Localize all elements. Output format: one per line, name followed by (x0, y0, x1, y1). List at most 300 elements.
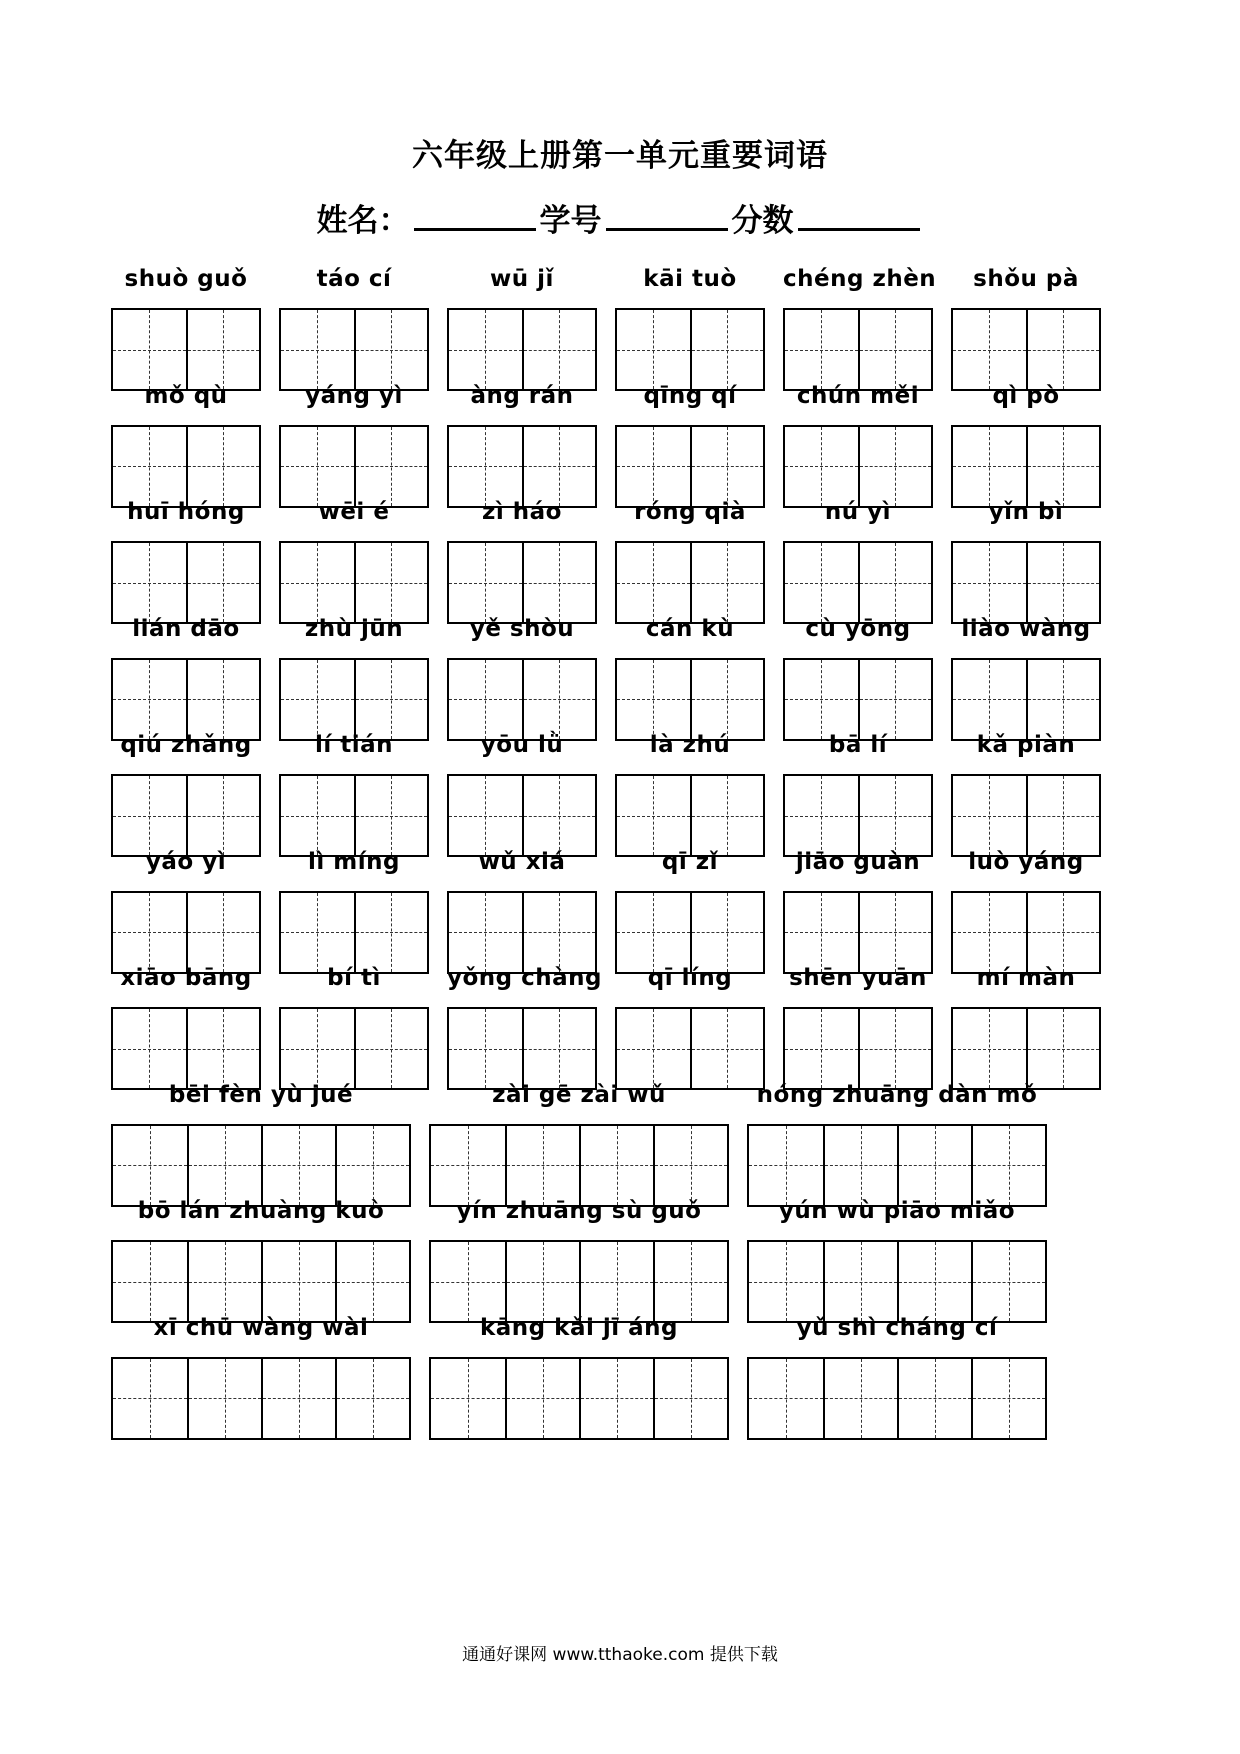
tianzige-cell[interactable] (785, 660, 858, 739)
pinyin-label: qīng qí (643, 382, 737, 409)
tianzige-cell[interactable] (522, 776, 595, 855)
tianzige-cell[interactable] (858, 427, 931, 506)
tianzige-cell[interactable] (186, 543, 259, 622)
character-writing-box[interactable] (951, 1007, 1101, 1090)
cell-guide-vertical (1063, 1009, 1064, 1088)
character-writing-box[interactable] (615, 658, 765, 741)
pinyin-label: shuò guǒ (124, 266, 248, 292)
tianzige-cell[interactable] (823, 1126, 897, 1205)
tianzige-cell[interactable] (823, 1242, 897, 1321)
character-writing-box[interactable] (447, 891, 597, 974)
tianzige-cell[interactable] (449, 660, 522, 739)
cell-guide-vertical (727, 893, 728, 972)
cell-guide-vertical (1063, 427, 1064, 506)
tianzige-cell[interactable] (522, 543, 595, 622)
cell-guide-vertical (653, 543, 654, 622)
character-writing-box[interactable] (279, 425, 429, 508)
tianzige-cell[interactable] (449, 1009, 522, 1088)
tianzige-cell[interactable] (354, 427, 427, 506)
cell-guide-vertical (786, 1242, 787, 1321)
tianzige-cell[interactable] (858, 1009, 931, 1088)
pinyin-label: xiāo bāng (120, 965, 252, 991)
cell-guide-vertical (989, 310, 990, 389)
tianzige-cell[interactable] (449, 543, 522, 622)
pinyin-label: zài gē zài wǔ (492, 1081, 666, 1108)
cell-guide-vertical (373, 1359, 374, 1438)
tianzige-cell[interactable] (186, 310, 259, 389)
tianzige-cell[interactable] (690, 893, 763, 972)
tianzige-cell[interactable] (1026, 310, 1099, 389)
tianzige-cell[interactable] (261, 1126, 335, 1205)
cell-guide-vertical (989, 660, 990, 739)
tianzige-cell[interactable] (690, 427, 763, 506)
tianzige-cell[interactable] (617, 543, 690, 622)
character-writing-box[interactable] (111, 1240, 411, 1323)
tianzige-cell[interactable] (354, 776, 427, 855)
tianzige-cell[interactable] (858, 310, 931, 389)
cell-guide-vertical (861, 1126, 862, 1205)
cell-guide-vertical (149, 310, 150, 389)
cell-guide-vertical (691, 1242, 692, 1321)
cell-guide-vertical (485, 1009, 486, 1088)
tianzige-cell[interactable] (785, 776, 858, 855)
tianzige-cell[interactable] (690, 1009, 763, 1088)
cell-guide-vertical (225, 1242, 226, 1321)
name-blank[interactable] (414, 202, 536, 231)
tianzige-cell[interactable] (690, 543, 763, 622)
tianzige-cell[interactable] (953, 1009, 1026, 1088)
character-writing-box[interactable] (615, 425, 765, 508)
character-writing-box[interactable] (447, 658, 597, 741)
tianzige-cell[interactable] (785, 543, 858, 622)
tianzige-cell[interactable] (186, 893, 259, 972)
tianzige-cell[interactable] (113, 893, 186, 972)
cell-guide-vertical (317, 310, 318, 389)
character-writing-box[interactable] (951, 658, 1101, 741)
cell-guide-vertical (559, 893, 560, 972)
cell-guide-vertical (989, 893, 990, 972)
cell-guide-vertical (935, 1359, 936, 1438)
tianzige-cell[interactable] (785, 310, 858, 389)
character-writing-box[interactable] (279, 658, 429, 741)
character-writing-box[interactable] (783, 425, 933, 508)
pinyin-label: huī hóng (127, 499, 245, 525)
tianzige-cell[interactable] (187, 1126, 261, 1205)
cell-guide-vertical (468, 1126, 469, 1205)
cell-guide-vertical (485, 543, 486, 622)
tianzige-cell[interactable] (953, 427, 1026, 506)
cell-guide-vertical (223, 427, 224, 506)
character-writing-box[interactable] (111, 658, 261, 741)
cell-guide-vertical (391, 660, 392, 739)
cell-guide-vertical (317, 660, 318, 739)
tianzige-cell[interactable] (897, 1126, 971, 1205)
tianzige-cell[interactable] (505, 1359, 579, 1438)
cell-guide-vertical (821, 543, 822, 622)
tianzige-cell[interactable] (431, 1242, 505, 1321)
pinyin-label: yáo yì (145, 848, 227, 875)
pinyin-label: wǔ xiá (478, 848, 566, 875)
character-writing-box[interactable] (279, 541, 429, 624)
character-writing-box[interactable] (111, 1007, 261, 1090)
character-writing-box[interactable] (279, 891, 429, 974)
tianzige-cell[interactable] (579, 1359, 653, 1438)
pinyin-label: zhù jūn (304, 615, 404, 642)
cell-guide-vertical (299, 1126, 300, 1205)
tianzige-cell[interactable] (579, 1242, 653, 1321)
tianzige-cell[interactable] (1026, 1009, 1099, 1088)
tianzige-cell[interactable] (617, 893, 690, 972)
tianzige-cell[interactable] (897, 1359, 971, 1438)
tianzige-cell[interactable] (113, 543, 186, 622)
tianzige-cell[interactable] (1026, 893, 1099, 972)
cell-guide-vertical (149, 543, 150, 622)
cell-guide-vertical (1063, 893, 1064, 972)
cell-guide-vertical (543, 1242, 544, 1321)
character-writing-box[interactable] (615, 541, 765, 624)
cell-guide-vertical (468, 1359, 469, 1438)
cell-guide-vertical (149, 427, 150, 506)
tianzige-cell[interactable] (354, 543, 427, 622)
cell-guide-vertical (391, 776, 392, 855)
footer-credit: 通通好课网 www.tthaoke.com 提供下载 (462, 1645, 778, 1665)
tianzige-cell[interactable] (617, 776, 690, 855)
cell-guide-vertical (1009, 1126, 1010, 1205)
character-writing-box[interactable] (447, 308, 597, 391)
cell-guide-vertical (485, 660, 486, 739)
tianzige-cell[interactable] (281, 1009, 354, 1088)
tianzige-cell[interactable] (187, 1359, 261, 1438)
tianzige-cell[interactable] (449, 427, 522, 506)
character-writing-box[interactable] (447, 541, 597, 624)
tianzige-cell[interactable] (187, 1242, 261, 1321)
cell-guide-vertical (559, 543, 560, 622)
character-writing-box[interactable] (747, 1124, 1047, 1207)
cell-guide-vertical (989, 543, 990, 622)
cell-guide-vertical (149, 776, 150, 855)
cell-guide-vertical (391, 543, 392, 622)
cell-guide-vertical (317, 893, 318, 972)
pinyin-label: lián dāo (132, 615, 240, 642)
tianzige-cell[interactable] (785, 1009, 858, 1088)
tianzige-cell[interactable] (749, 1359, 823, 1438)
tianzige-cell[interactable] (113, 776, 186, 855)
cell-guide-vertical (1063, 660, 1064, 739)
tianzige-cell[interactable] (186, 776, 259, 855)
tianzige-cell[interactable] (281, 543, 354, 622)
character-writing-box[interactable] (783, 1007, 933, 1090)
tianzige-cell[interactable] (971, 1359, 1045, 1438)
tianzige-cell[interactable] (261, 1242, 335, 1321)
character-writing-box[interactable] (111, 774, 261, 857)
cell-guide-vertical (727, 1009, 728, 1088)
cell-guide-vertical (989, 427, 990, 506)
character-writing-box[interactable] (111, 308, 261, 391)
character-writing-box[interactable] (111, 1124, 411, 1207)
pinyin-label: nóng zhuāng dàn mǒ (756, 1081, 1038, 1108)
character-writing-box[interactable] (111, 425, 261, 508)
character-writing-box[interactable] (783, 541, 933, 624)
tianzige-cell[interactable] (653, 1242, 727, 1321)
pinyin-label: qī líng (647, 965, 733, 991)
character-writing-box[interactable] (783, 891, 933, 974)
tianzige-cell[interactable] (953, 776, 1026, 855)
tianzige-cell[interactable] (113, 660, 186, 739)
tianzige-cell[interactable] (431, 1126, 505, 1205)
character-writing-box[interactable] (447, 425, 597, 508)
character-writing-box[interactable] (747, 1357, 1047, 1440)
character-writing-box[interactable] (615, 308, 765, 391)
cell-guide-vertical (861, 1242, 862, 1321)
tianzige-cell[interactable] (690, 310, 763, 389)
cell-guide-vertical (653, 660, 654, 739)
pinyin-label: bēi fèn yù jué (168, 1081, 354, 1108)
character-writing-box[interactable] (951, 425, 1101, 508)
tianzige-cell[interactable] (953, 543, 1026, 622)
character-writing-box[interactable] (429, 1240, 729, 1323)
tianzige-cell[interactable] (281, 776, 354, 855)
cell-guide-vertical (653, 776, 654, 855)
cell-guide-vertical (149, 1009, 150, 1088)
tianzige-cell[interactable] (749, 1126, 823, 1205)
tianzige-cell[interactable] (1026, 660, 1099, 739)
cell-guide-vertical (895, 427, 896, 506)
character-writing-box[interactable] (111, 541, 261, 624)
cell-guide-vertical (543, 1359, 544, 1438)
pinyin-label: liào wàng (961, 615, 1091, 642)
tianzige-cell[interactable] (335, 1359, 409, 1438)
cell-guide-vertical (786, 1359, 787, 1438)
character-writing-box[interactable] (747, 1240, 1047, 1323)
tianzige-cell[interactable] (281, 660, 354, 739)
cell-guide-vertical (727, 660, 728, 739)
tianzige-cell[interactable] (690, 660, 763, 739)
tianzige-cell[interactable] (971, 1242, 1045, 1321)
character-writing-box[interactable] (111, 1357, 411, 1440)
cell-guide-vertical (373, 1242, 374, 1321)
tianzige-cell[interactable] (690, 776, 763, 855)
character-writing-box[interactable] (951, 308, 1101, 391)
pinyin-label: xī chū wàng wài (153, 1314, 369, 1341)
cell-guide-vertical (821, 310, 822, 389)
tianzige-cell[interactable] (261, 1359, 335, 1438)
character-writing-box[interactable] (615, 774, 765, 857)
cell-guide-vertical (223, 310, 224, 389)
pinyin-label: yōu lǜ (480, 732, 564, 758)
cell-guide-vertical (1063, 776, 1064, 855)
cell-guide-vertical (895, 893, 896, 972)
tianzige-cell[interactable] (449, 893, 522, 972)
pinyin-label: qī zǐ (661, 848, 719, 875)
tianzige-cell[interactable] (505, 1126, 579, 1205)
tianzige-cell[interactable] (354, 310, 427, 389)
tianzige-cell[interactable] (113, 1242, 187, 1321)
tianzige-cell[interactable] (858, 893, 931, 972)
cell-guide-vertical (653, 1009, 654, 1088)
cell-guide-vertical (935, 1242, 936, 1321)
tianzige-cell[interactable] (354, 660, 427, 739)
tianzige-cell[interactable] (971, 1126, 1045, 1205)
tianzige-cell[interactable] (617, 660, 690, 739)
cell-guide-vertical (727, 427, 728, 506)
id-blank[interactable] (606, 202, 728, 231)
cell-guide-vertical (317, 1009, 318, 1088)
cell-guide-vertical (786, 1126, 787, 1205)
tianzige-cell[interactable] (953, 310, 1026, 389)
pinyin-label: kāng kǎi jī áng (479, 1314, 678, 1341)
pinyin-label: yǔ shì cháng cí (796, 1314, 998, 1341)
character-writing-box[interactable] (951, 774, 1101, 857)
pinyin-label: mǒ qù (144, 382, 228, 409)
character-writing-box[interactable] (279, 308, 429, 391)
pinyin-label: lì míng (308, 848, 400, 875)
cell-guide-vertical (727, 776, 728, 855)
tianzige-cell[interactable] (354, 1009, 427, 1088)
tianzige-cell[interactable] (335, 1126, 409, 1205)
tianzige-cell[interactable] (749, 1242, 823, 1321)
score-label: 分数 (731, 203, 794, 239)
student-info-line (0, 195, 1240, 240)
cell-guide-vertical (559, 660, 560, 739)
cell-guide-vertical (559, 1009, 560, 1088)
tianzige-cell[interactable] (113, 1126, 187, 1205)
pinyin-label: qiú zhǎng (120, 732, 252, 758)
pinyin-label: cù yōng (805, 615, 911, 642)
tianzige-cell[interactable] (785, 893, 858, 972)
cell-guide-vertical (485, 427, 486, 506)
cell-guide-vertical (559, 427, 560, 506)
cell-guide-vertical (617, 1242, 618, 1321)
tianzige-cell[interactable] (953, 893, 1026, 972)
cell-guide-vertical (317, 543, 318, 622)
pinyin-label: cán kù (645, 615, 735, 642)
tianzige-cell[interactable] (858, 660, 931, 739)
tianzige-cell[interactable] (1026, 427, 1099, 506)
tianzige-cell[interactable] (449, 776, 522, 855)
tianzige-cell[interactable] (653, 1126, 727, 1205)
tianzige-cell[interactable] (1026, 776, 1099, 855)
cell-guide-vertical (299, 1242, 300, 1321)
tianzige-cell[interactable] (522, 427, 595, 506)
cell-guide-vertical (821, 427, 822, 506)
tianzige-cell[interactable] (113, 1359, 187, 1438)
cell-guide-vertical (989, 1009, 990, 1088)
pinyin-label: yín zhuāng sù guǒ (456, 1198, 702, 1224)
tianzige-cell[interactable] (113, 310, 186, 389)
character-writing-box[interactable] (615, 891, 765, 974)
cell-guide-vertical (391, 893, 392, 972)
tianzige-cell[interactable] (113, 1009, 186, 1088)
pinyin-label: zì háo (482, 499, 562, 525)
tianzige-cell[interactable] (281, 427, 354, 506)
pinyin-label: shēn yuān (789, 965, 927, 991)
cell-guide-vertical (1009, 1359, 1010, 1438)
character-writing-box[interactable] (783, 658, 933, 741)
tianzige-cell[interactable] (617, 1009, 690, 1088)
tianzige-cell[interactable] (653, 1359, 727, 1438)
cell-guide-vertical (1009, 1242, 1010, 1321)
cell-guide-vertical (373, 1126, 374, 1205)
tianzige-cell[interactable] (617, 310, 690, 389)
cell-guide-vertical (559, 310, 560, 389)
cell-guide-vertical (895, 1009, 896, 1088)
tianzige-cell[interactable] (281, 310, 354, 389)
tianzige-cell[interactable] (858, 776, 931, 855)
pinyin-label: kǎ piàn (976, 732, 1076, 758)
character-writing-box[interactable] (783, 774, 933, 857)
tianzige-cell[interactable] (897, 1242, 971, 1321)
cell-guide-vertical (895, 660, 896, 739)
tianzige-cell[interactable] (335, 1242, 409, 1321)
cell-guide-vertical (653, 310, 654, 389)
pinyin-label: nú yì (824, 499, 892, 525)
score-blank[interactable] (798, 202, 920, 231)
character-writing-box[interactable] (447, 1007, 597, 1090)
pinyin-label: kāi tuò (643, 266, 737, 292)
id-label: 学号 (539, 203, 602, 239)
pinyin-label: wū jǐ (490, 266, 554, 292)
character-writing-box[interactable] (615, 1007, 765, 1090)
cell-guide-vertical (485, 893, 486, 972)
tianzige-cell[interactable] (823, 1359, 897, 1438)
tianzige-cell[interactable] (186, 1009, 259, 1088)
tianzige-cell[interactable] (953, 660, 1026, 739)
tianzige-cell[interactable] (522, 310, 595, 389)
character-writing-box[interactable] (279, 774, 429, 857)
cell-guide-vertical (1063, 543, 1064, 622)
tianzige-cell[interactable] (522, 893, 595, 972)
character-writing-box[interactable] (111, 891, 261, 974)
cell-guide-vertical (653, 893, 654, 972)
character-writing-box[interactable] (951, 891, 1101, 974)
cell-guide-vertical (299, 1359, 300, 1438)
cell-guide-vertical (895, 310, 896, 389)
tianzige-cell[interactable] (617, 427, 690, 506)
cell-guide-vertical (821, 776, 822, 855)
tianzige-cell[interactable] (113, 427, 186, 506)
character-writing-box[interactable] (279, 1007, 429, 1090)
cell-guide-vertical (1063, 310, 1064, 389)
tianzige-cell[interactable] (281, 893, 354, 972)
cell-guide-vertical (150, 1359, 151, 1438)
character-writing-box[interactable] (447, 774, 597, 857)
character-writing-box[interactable] (429, 1124, 729, 1207)
cell-guide-vertical (617, 1126, 618, 1205)
tianzige-cell[interactable] (522, 660, 595, 739)
tianzige-cell[interactable] (431, 1359, 505, 1438)
character-writing-box[interactable] (783, 308, 933, 391)
name-label: 姓名： (316, 203, 410, 239)
pinyin-label: àng rán (470, 382, 574, 409)
character-writing-box[interactable] (951, 541, 1101, 624)
tianzige-cell[interactable] (785, 427, 858, 506)
cell-guide-vertical (391, 427, 392, 506)
cell-guide-vertical (150, 1242, 151, 1321)
tianzige-cell[interactable] (1026, 543, 1099, 622)
tianzige-cell[interactable] (449, 310, 522, 389)
tianzige-cell[interactable] (505, 1242, 579, 1321)
tianzige-cell[interactable] (186, 427, 259, 506)
cell-guide-vertical (225, 1359, 226, 1438)
character-writing-box[interactable] (429, 1357, 729, 1440)
tianzige-cell[interactable] (522, 1009, 595, 1088)
pinyin-label: bā lí (828, 732, 888, 758)
tianzige-cell[interactable] (186, 660, 259, 739)
tianzige-cell[interactable] (858, 543, 931, 622)
tianzige-cell[interactable] (354, 893, 427, 972)
cell-guide-vertical (225, 1126, 226, 1205)
tianzige-cell[interactable] (579, 1126, 653, 1205)
